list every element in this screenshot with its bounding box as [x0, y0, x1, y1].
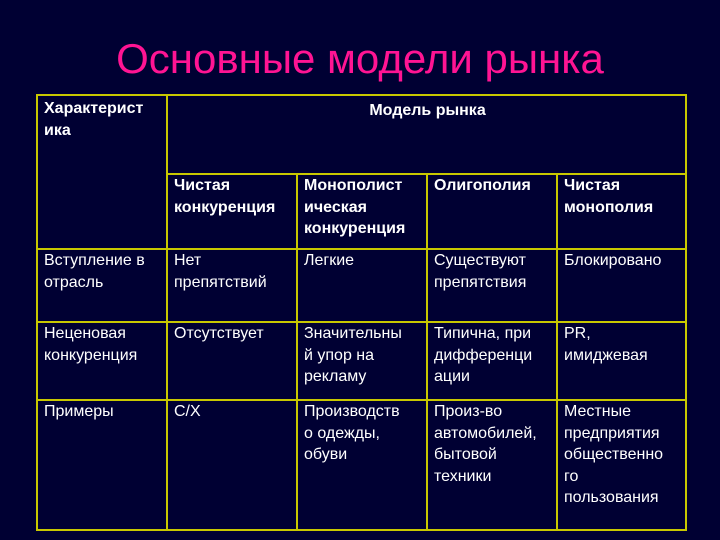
column-header: Чистая конкуренция [167, 174, 297, 249]
table-cell: Значительны й упор на рекламу [297, 322, 427, 400]
table-row [37, 249, 686, 322]
corner-header-cell [37, 95, 167, 249]
column-header: Олигополия [427, 174, 557, 249]
table-cell: Местные предприятия общественно го пользования [557, 400, 686, 530]
table-cell: С/Х [167, 400, 297, 530]
table-cell: Нет препятствий [167, 249, 297, 322]
table-cell: PR, имиджевая [557, 322, 686, 400]
table-cell: Производств о одежды, обуви [297, 400, 427, 530]
table-cell: Типична, при дифференци ации [427, 322, 557, 400]
table-row [37, 322, 686, 400]
table-row [37, 400, 686, 530]
table-cell: Произ-во автомобилей, бытовой техники [427, 400, 557, 530]
table-cell: Существуют препятствия [427, 249, 557, 322]
slide-title: Основные модели рынка [116, 35, 604, 82]
table-cell: Отсутствует [167, 322, 297, 400]
table-cell: Блокировано [557, 249, 686, 322]
header-row-top [37, 95, 686, 174]
corner-header-text: Характерист ика [44, 100, 144, 139]
row-label: Вступление в отрасль [37, 249, 167, 322]
row-label: Примеры [37, 400, 167, 530]
market-models-table [36, 94, 687, 531]
table-cell: Легкие [297, 249, 427, 322]
row-label: Неценовая конкуренция [37, 322, 167, 400]
column-header: Монополист ическая конкуренция [297, 174, 427, 249]
group-header-cell [167, 95, 686, 174]
column-header: Чистая монополия [557, 174, 686, 249]
group-header-text: Модель рынка [369, 102, 486, 119]
